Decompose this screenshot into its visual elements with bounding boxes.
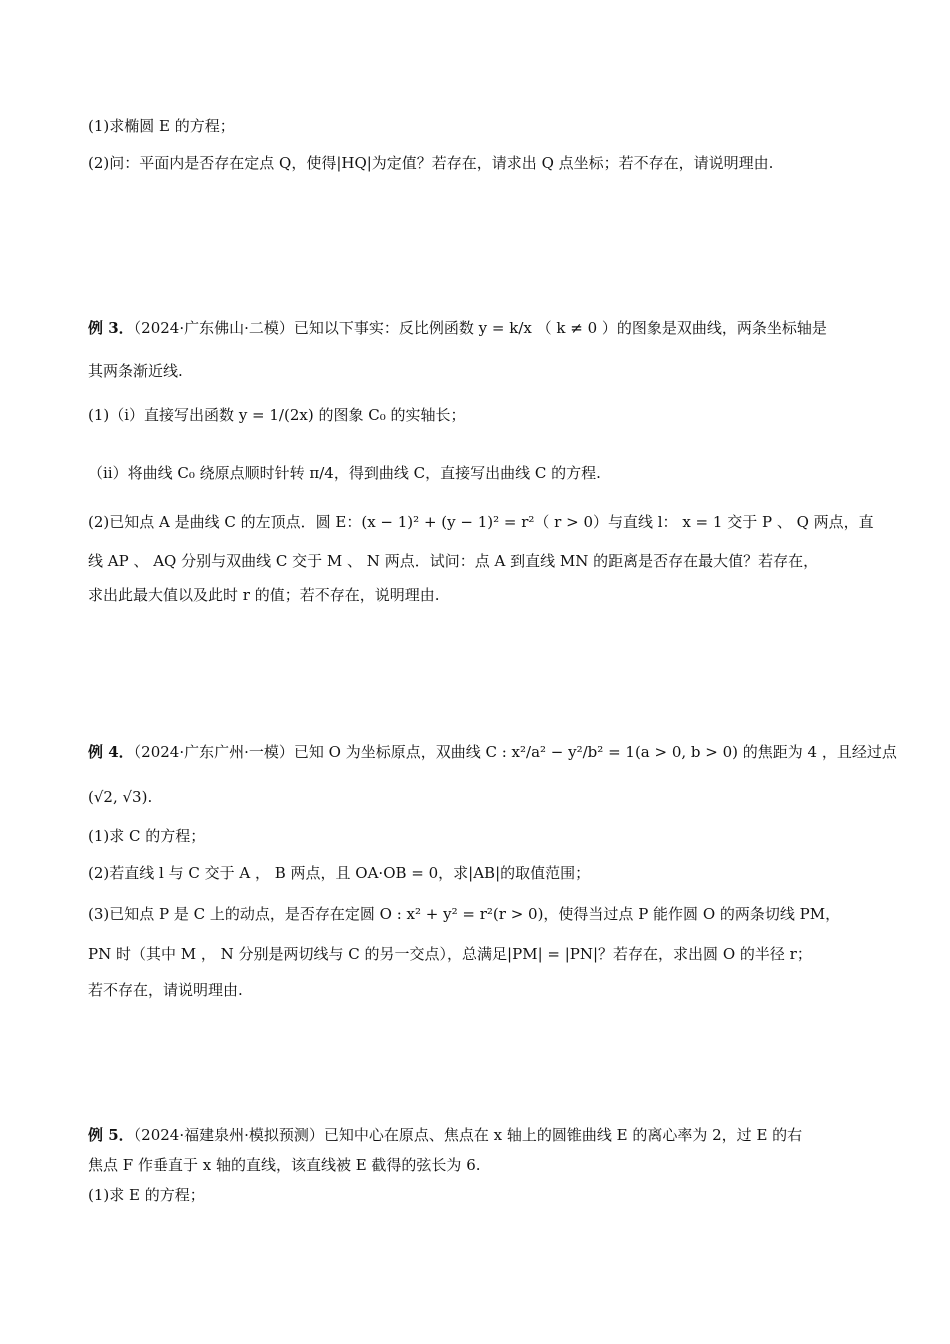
example-3-label: 例 3． <box>88 319 134 337</box>
example-4-intro <box>88 741 897 763</box>
example-5-part1: (1)求 E 的方程； <box>88 1186 205 1204</box>
example-3-part1-ii: （ⅱ）将曲线 C₀ 绕原点顺时针转 π/4，得到曲线 C，直接写出曲线 C 的方程. <box>88 464 601 482</box>
example-4-point: (√2, √3). <box>88 788 153 806</box>
example-3-part2-cont: 线 AP 、 AQ 分别与双曲线 C 交于 M 、 N 两点．试问：点 A 到直线 MN 的距离是否存在最大值？若存在， <box>88 552 819 570</box>
part2-question: (2)问：平面内是否存在定点 Q，使得|HQ|为定值？若存在，请求出 Q 点坐标；若不存在，请说明理由. <box>88 154 774 172</box>
example-4-part1: (1)求 C 的方程； <box>88 827 206 845</box>
example-3-part2-end: 求出此最大值以及此时 r 的值；若不存在，说明理由. <box>88 586 440 604</box>
example-4-part2: (2)若直线 l 与 C 交于 A ， B 两点，且 OA·OB = 0，求|AB|的取值范围； <box>88 864 591 882</box>
example-3-intro <box>88 317 868 339</box>
example-5-intro <box>88 1124 868 1146</box>
example-5-text: （2024·福建泉州·模拟预测）已知中心在原点、焦点在 x 轴上的圆锥曲线 E 的离心率为 2，过 E 的右 <box>133 1126 803 1144</box>
example-5-label: 例 5． <box>88 1126 134 1144</box>
example-3-text: （2024·广东佛山·二模）已知以下事实：反比例函数 y = k/x （ k ≠ 0 ）的图象是双曲线，两条坐标轴是 <box>133 319 827 337</box>
example-4-part3: (3)已知点 P 是 C 上的动点，是否存在定圆 O : x² + y² = r²(r > 0)，使得当过点 P 能作圆 O 的两条切线 PM， <box>88 905 841 923</box>
example-3-part1-i: (1)（ⅰ）直接写出函数 y = 1/(2x) 的图象 C₀ 的实轴长； <box>88 406 466 424</box>
example-4-part3-end: 若不存在，请说明理由. <box>88 981 243 999</box>
example-3-intro-cont: 其两条渐近线. <box>88 362 183 380</box>
part1-question: (1)求椭圆 E 的方程； <box>88 117 235 135</box>
example-5-intro-cont: 焦点 F 作垂直于 x 轴的直线，该直线被 E 截得的弦长为 6. <box>88 1156 481 1174</box>
example-4-label: 例 4． <box>88 743 134 761</box>
example-4-text: （2024·广东广州·一模）已知 O 为坐标原点，双曲线 C : x²/a² − y²/b² = 1(a > 0, b > 0) 的焦距为 4 ，且经过点 <box>133 743 897 761</box>
example-3-part2: (2)已知点 A 是曲线 C 的左顶点．圆 E：(x − 1)² + (y − 1)² = r²（ r > 0）与直线 l： x = 1 交于 P 、 Q 两点，直 <box>88 513 874 531</box>
example-4-part3-cont: PN 时（其中 M ， N 分别是两切线与 C 的另一交点），总满足|PM| = |PN|？若存在，求出圆 O 的半径 r； <box>88 945 812 963</box>
